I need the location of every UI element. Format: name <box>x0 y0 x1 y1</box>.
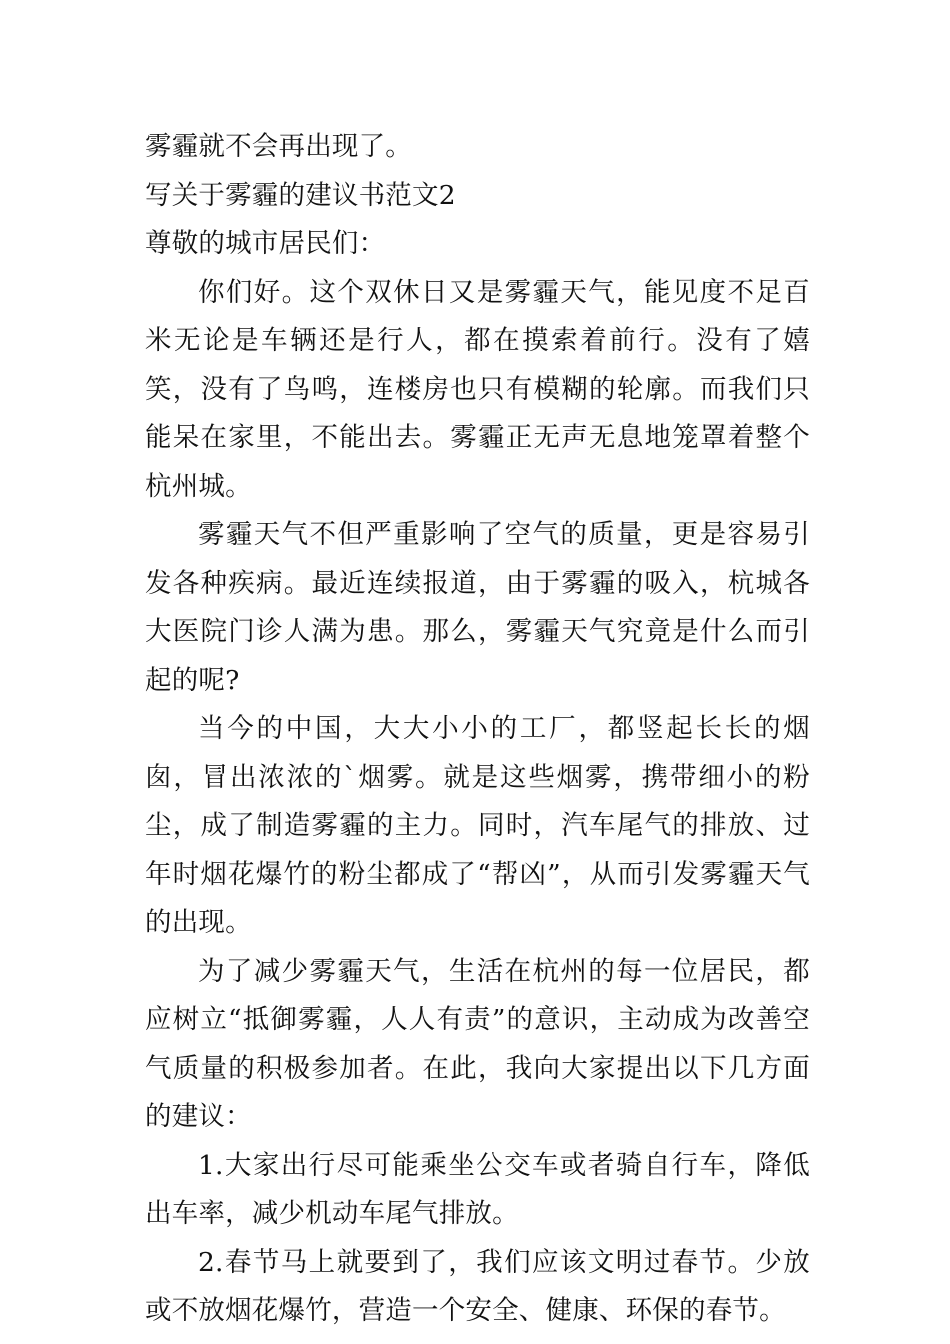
document-title: 写关于雾霾的建议书范文2 <box>145 179 456 211</box>
suggestion-item-1: 1.大家出行尽可能乘坐公交车或者骑自行车，降低出车率，减少机动车尾气排放。 <box>145 1149 810 1229</box>
lead-line: 雾霾就不会再出现了。 <box>145 131 412 162</box>
salutation: 尊敬的城市居民们： <box>145 228 386 259</box>
paragraph-health-impact: 雾霾天气不但严重影响了空气的质量，更是容易引发各种疾病。最近连续报道，由于雾霾的吸入，杭城各大医院门诊人满为患。那么，雾霾天气究竟是什么而引起的呢? <box>145 519 810 696</box>
suggestion-item-2: 2.春节马上就要到了，我们应该文明过春节。少放或不放烟花爆竹，营造一个安全、健康、环保的春节。 <box>145 1246 810 1326</box>
document-body <box>145 123 810 1336</box>
paragraph-causes: 当今的中国，大大小小的工厂，都竖起长长的烟囱，冒出浓浓的`烟雾。就是这些烟雾，携带细小的粉尘，成了制造雾霾的主力。同时，汽车尾气的排放、过年时烟花爆竹的粉尘都成了“帮凶”，从而引发雾霾天气的出现。 <box>145 713 810 938</box>
paragraph-call-to-action: 为了减少雾霾天气，生活在杭州的每一位居民，都应树立“抵御雾霾，人人有责”的意识，主动成为改善空气质量的积极参加者。在此，我向大家提出以下几方面的建议： <box>145 955 810 1132</box>
paragraph-greeting: 你们好。这个双休日又是雾霾天气，能见度不足百米无论是车辆还是行人，都在摸索着前行。没有了嬉笑，没有了鸟鸣，连楼房也只有模糊的轮廓。而我们只能呆在家里，不能出去。雾霾正无声无息地笼罩着整个杭州城。 <box>145 276 810 502</box>
